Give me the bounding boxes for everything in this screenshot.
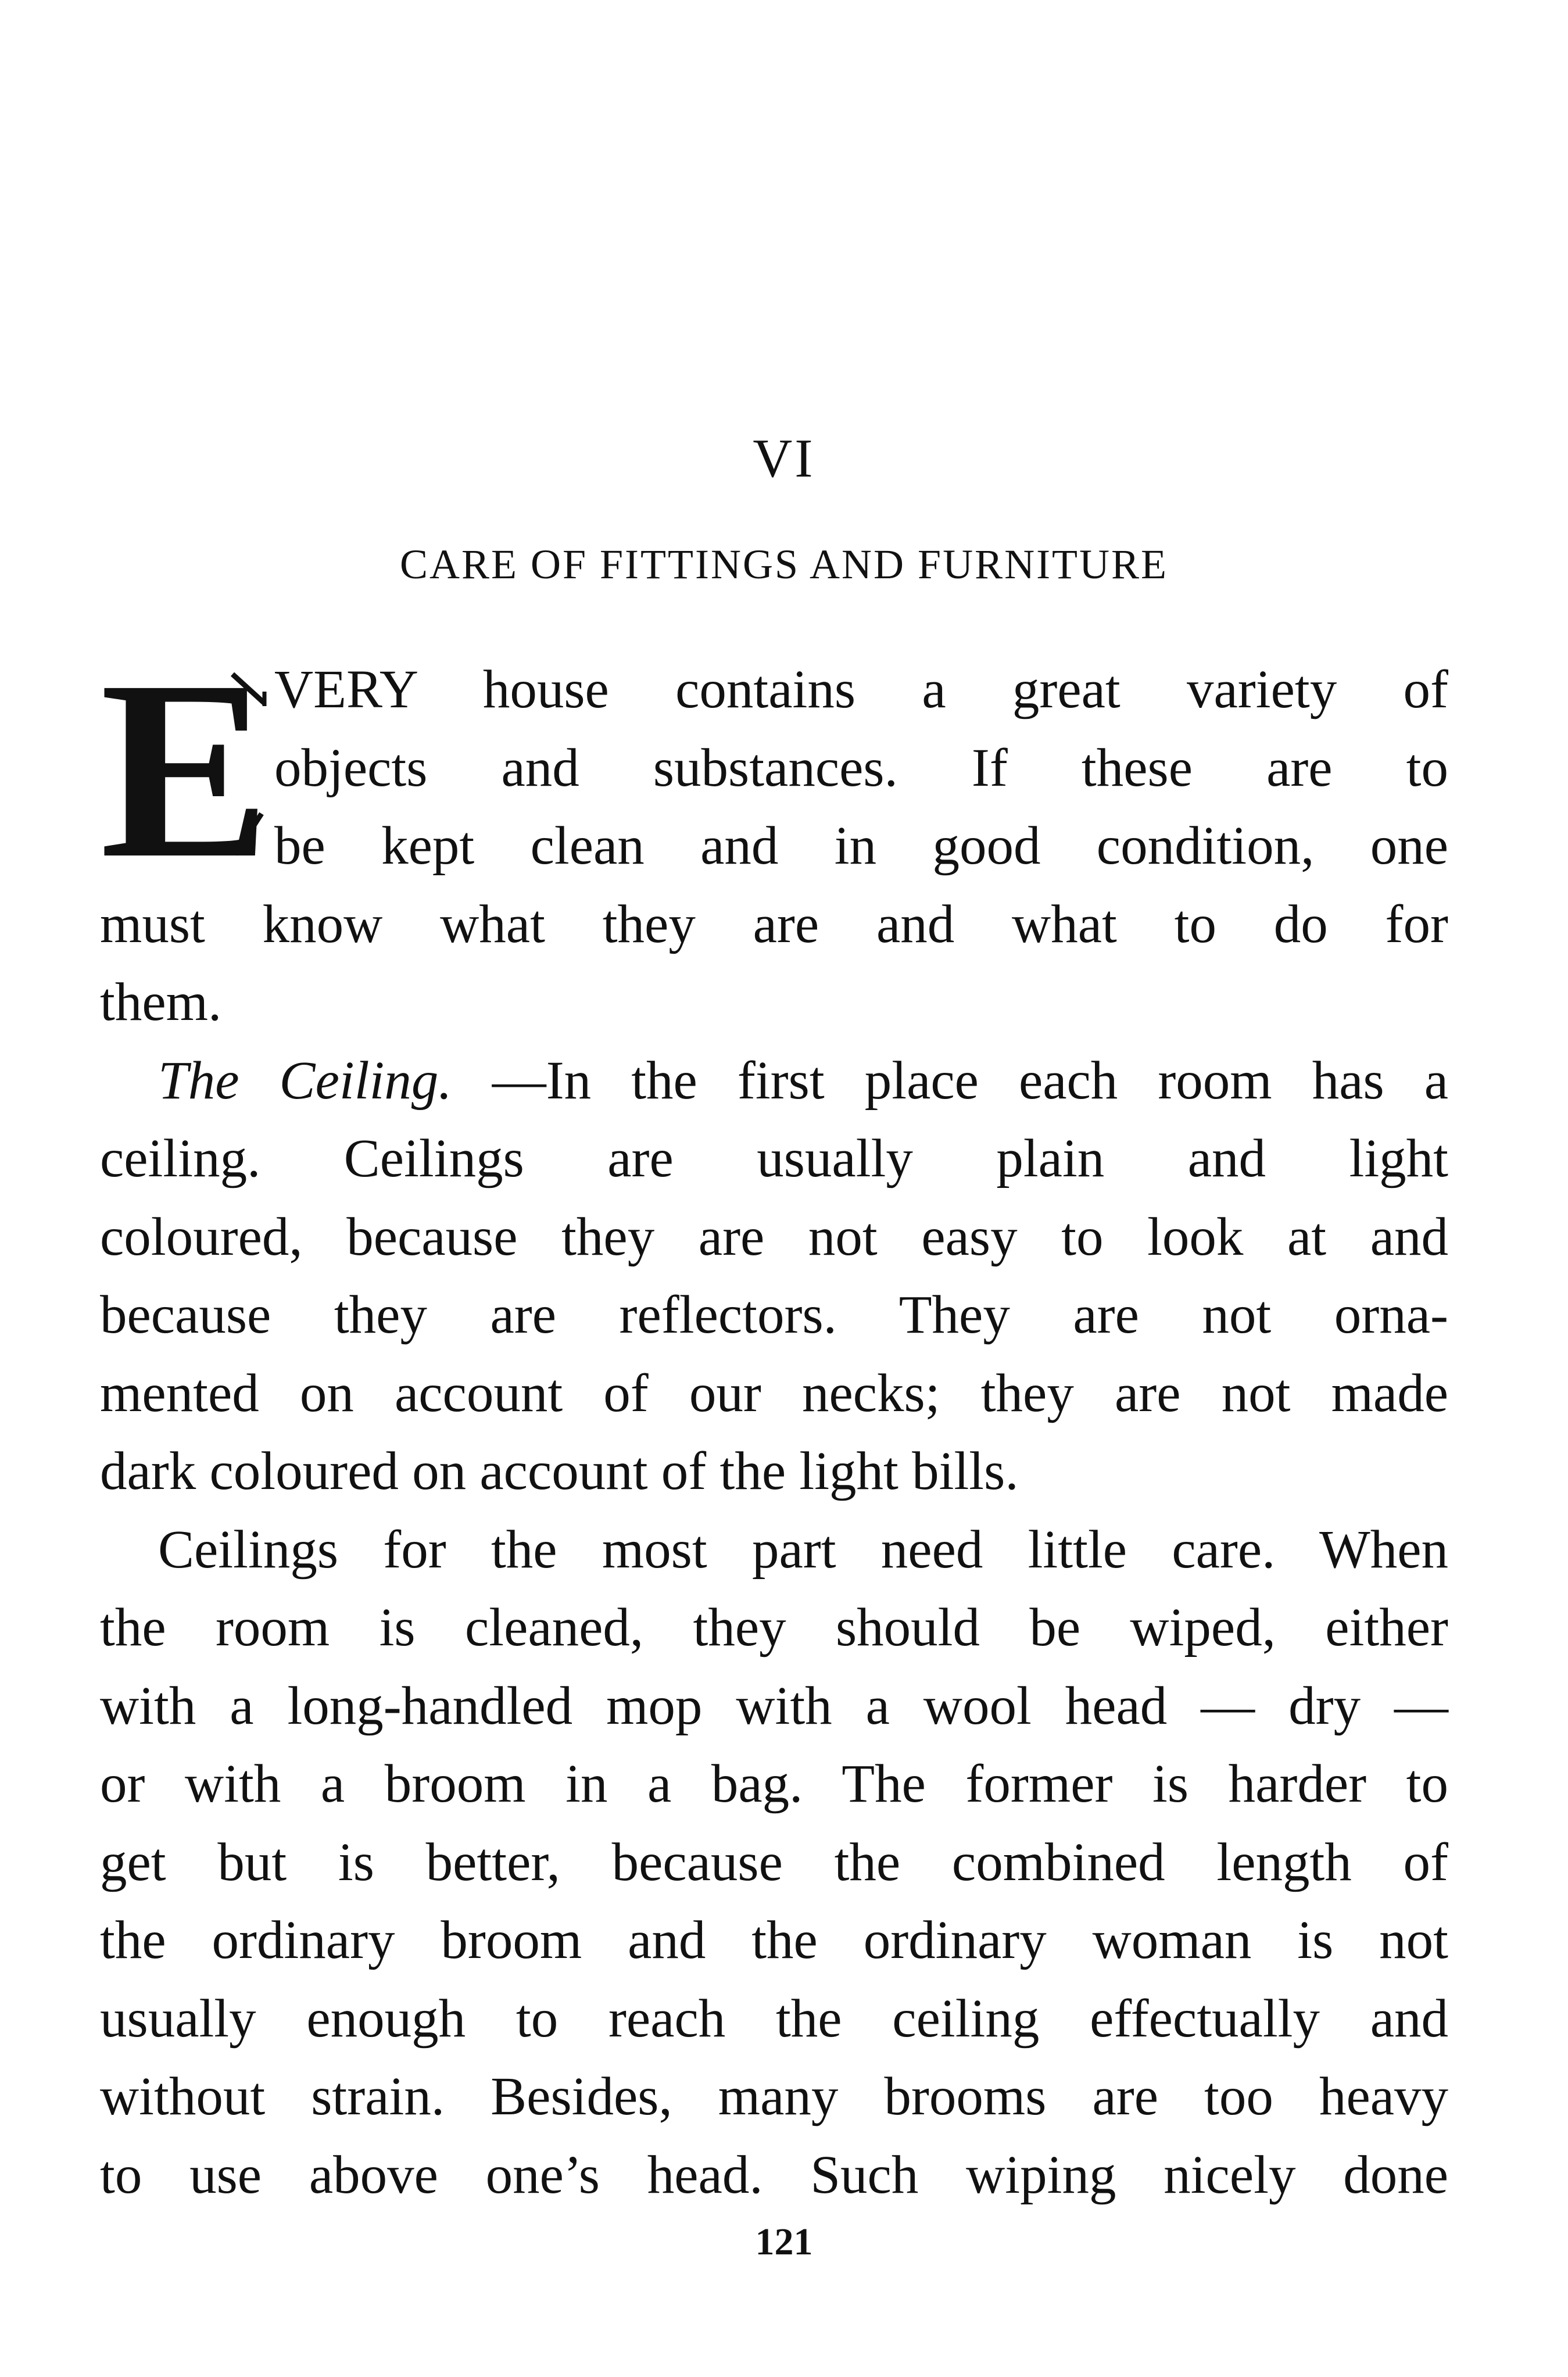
paragraph-line: them.: [100, 972, 222, 1032]
paragraph-line: [100, 1042, 1448, 1121]
paragraph-line: dark coloured on account of the light bills.: [100, 1441, 1019, 1501]
paragraph-line: without strain. Besides, many brooms are too heavy: [100, 2067, 1448, 2127]
body-text: [100, 628, 1448, 2214]
paragraph-line: get but is better, because the combined length of: [100, 1832, 1448, 1892]
paragraph-line: Ceilings for the most part need little care. When: [158, 1519, 1448, 1580]
paragraph-line: to use above one’s head. Such wiping nicely done: [100, 2145, 1448, 2205]
paragraph-line: coloured, because they are not easy to look at and: [100, 1207, 1448, 1267]
paragraph-line: objects and substances. If these are to: [274, 738, 1448, 798]
page-number: 121: [755, 2221, 813, 2263]
paragraph-line: with a long-handled mop with a wool head — dry —: [100, 1676, 1448, 1736]
section-heading: The Ceiling.: [158, 1050, 452, 1111]
paragraph-line: ceiling. Ceilings are usually plain and light: [100, 1129, 1448, 1188]
paragraph-line: must know what they are and what to do for: [100, 894, 1448, 954]
paragraph-line: the room is cleaned, they should be wiped, either: [100, 1598, 1448, 1658]
paragraph-line: mented on account of our necks; they are not made: [100, 1363, 1448, 1423]
paragraph-line: the ordinary broom and the ordinary woman is not: [100, 1910, 1448, 1970]
paragraph-line: because they are reflectors. They are not orna-: [100, 1285, 1448, 1345]
chapter-title: CARE OF FITTINGS AND FURNITURE: [399, 541, 1169, 588]
paragraph-line: be kept clean and in good condition, one: [274, 816, 1448, 876]
paragraph-line: usually enough to reach the ceiling effectually and: [100, 1988, 1448, 2049]
chapter-number: VI: [753, 428, 815, 489]
paragraph-line-text: —In the first place each room has a: [492, 1050, 1448, 1111]
paragraph-line: VERY house contains a great variety of: [274, 660, 1448, 719]
drop-cap: E: [100, 628, 271, 911]
paragraph-line: or with a broom in a bag. The former is harder to: [100, 1754, 1448, 1814]
